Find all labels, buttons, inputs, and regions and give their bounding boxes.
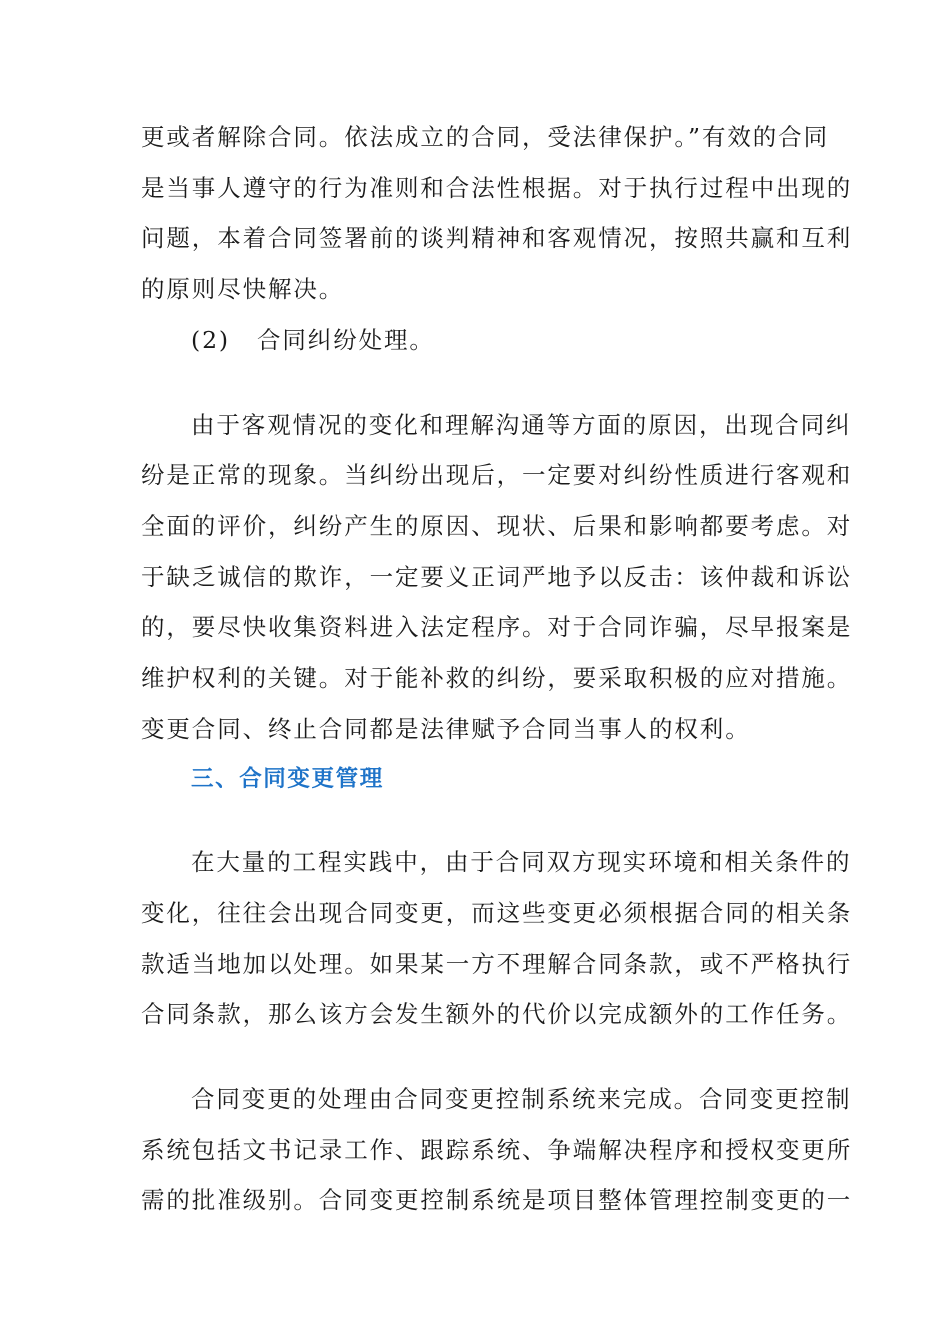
text-line: 是当事人遵守的行为准则和合法性根据。对于执行过程中出现的 (141, 173, 853, 202)
paragraph-dispute-handling (141, 400, 853, 755)
text-line: 由于客观情况的变化和理解沟通等方面的原因，出现合同纠 (191, 410, 852, 439)
text-line: 于缺乏诚信的欺诈，一定要义正词严地予以反击：该仲裁和诉讼 (141, 562, 853, 591)
text-line: 纷是正常的现象。当纠纷出现后，一定要对纠纷性质进行客观和 (141, 461, 853, 490)
text-line: 的原则尽快解决。 (141, 275, 345, 304)
paragraph-contract-validity (141, 112, 853, 315)
text-line: 在大量的工程实践中，由于合同双方现实环境和相关条件的 (191, 848, 852, 877)
paragraph-change-control-system (141, 1074, 853, 1226)
text-line: 需的批准级别。合同变更控制系统是项目整体管理控制变更的一 (141, 1186, 853, 1215)
list-item-number: (2) (191, 325, 230, 354)
text-line: 维护权利的关键。对于能补救的纠纷，要采取积极的应对措施。 (141, 664, 853, 693)
text-line: 的，要尽快收集资料进入法定程序。对于合同诈骗，尽早报案是 (141, 613, 853, 642)
section-heading: 三、合同变更管理 (191, 766, 384, 793)
text-line: 全面的评价，纠纷产生的原因、现状、后果和影响都要考虑。对 (141, 511, 853, 540)
text-line: 更或者解除合同。依法成立的合同，受法律保护。”有效的合同 (141, 123, 829, 151)
text-line: 合同条款，那么该方会发生额外的代价以完成额外的工作任务。 (141, 1000, 853, 1029)
text-line: 款适当地加以处理。如果某一方不理解合同条款，或不严格执行 (141, 949, 853, 978)
paragraph-contract-change (141, 837, 853, 1040)
text-line: 变更合同、终止合同都是法律赋予合同当事人的权利。 (141, 714, 751, 743)
document-page (141, 112, 853, 1226)
list-item-title: 合同纠纷处理。 (257, 325, 435, 354)
list-item-dispute-handling (141, 315, 813, 366)
text-line: 系统包括文书记录工作、跟踪系统、争端解决程序和授权变更所 (141, 1135, 853, 1164)
text-line: 变化，往往会出现合同变更，而这些变更必须根据合同的相关条 (141, 898, 853, 927)
text-line: 问题，本着合同签署前的谈判精神和客观情况，按照共赢和互利 (141, 224, 853, 253)
text-line: 合同变更的处理由合同变更控制系统来完成。合同变更控制 (191, 1084, 852, 1113)
